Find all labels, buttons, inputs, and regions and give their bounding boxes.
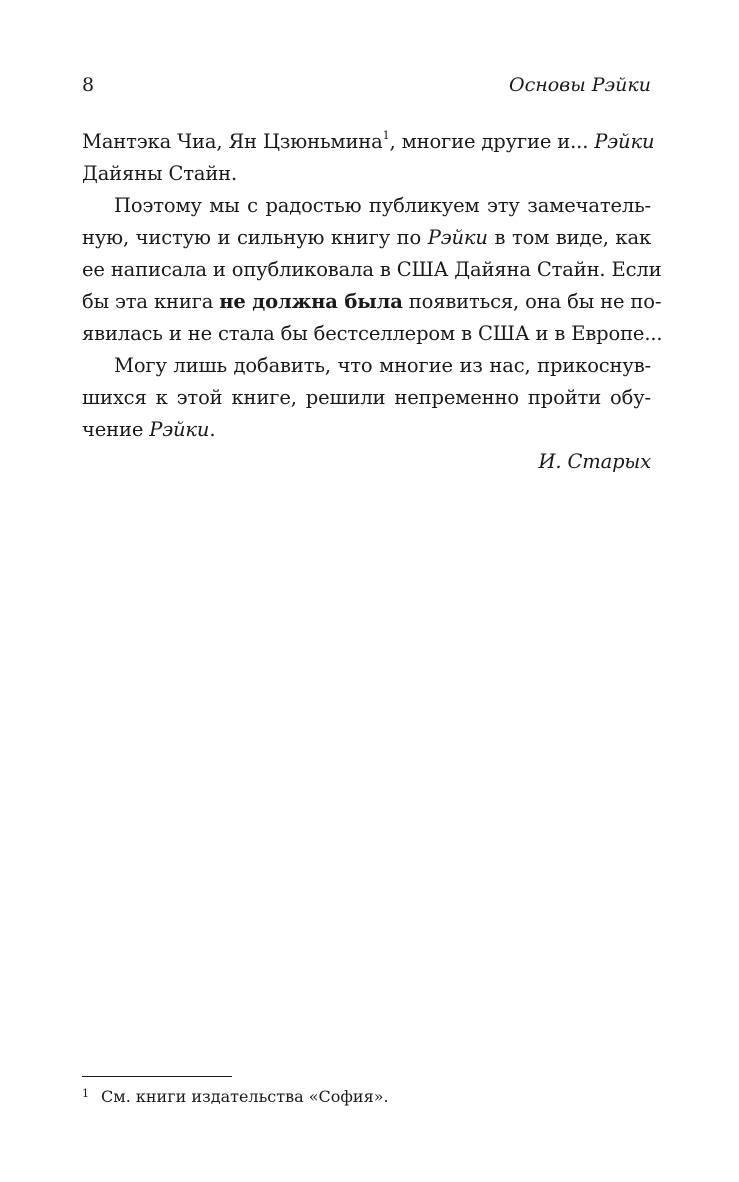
running-head (82, 74, 651, 102)
main-text (82, 126, 663, 478)
text-span: бы эта книга (82, 290, 220, 313)
text-span: появиться, она бы не по- (402, 290, 662, 313)
text-line (82, 286, 662, 318)
footnote-divider (82, 1076, 232, 1077)
italic-term: Рэйки (427, 226, 488, 249)
text-span: , многие другие и... (389, 130, 595, 153)
text-line: Дайяны Стайн. (82, 162, 238, 185)
text-line (82, 222, 651, 254)
text-line: Могу лишь добавить, что многие из нас, прикоснув- (114, 354, 651, 377)
text-line: явилась и не стала бы бестселлером в США и в Европе... (82, 322, 663, 345)
text-span: . (209, 418, 216, 441)
text-span: в том виде, как (487, 226, 651, 249)
italic-term: Рэйки (594, 130, 655, 153)
footnote (82, 1083, 389, 1108)
text-span: Мантэка Чиа, Ян Цзюньмина (82, 130, 383, 153)
text-line: Поэтому мы с радостью публикуем эту замечатель- (114, 194, 651, 217)
page-number: 8 (82, 74, 95, 96)
text-span: ную, чистую и сильную книгу по (82, 226, 428, 249)
footnote-mark: 1 (82, 1087, 89, 1100)
footnote-reference: 1 (382, 129, 390, 142)
text-span: чение (82, 418, 150, 441)
running-title: Основы Рэйки (509, 74, 651, 96)
footnote-text: См. книги издательства «София». (101, 1087, 389, 1106)
signature: И. Старых (538, 450, 651, 473)
text-line: ее написала и опубликовала в США Дайяна Стайн. Если (82, 258, 662, 281)
italic-term: Рэйки (149, 418, 210, 441)
text-line (82, 126, 655, 158)
text-line (82, 414, 651, 446)
text-line: шихся к этой книге, решили непременно пройти обу- (82, 386, 651, 409)
bold-phrase: не должна была (219, 290, 403, 313)
